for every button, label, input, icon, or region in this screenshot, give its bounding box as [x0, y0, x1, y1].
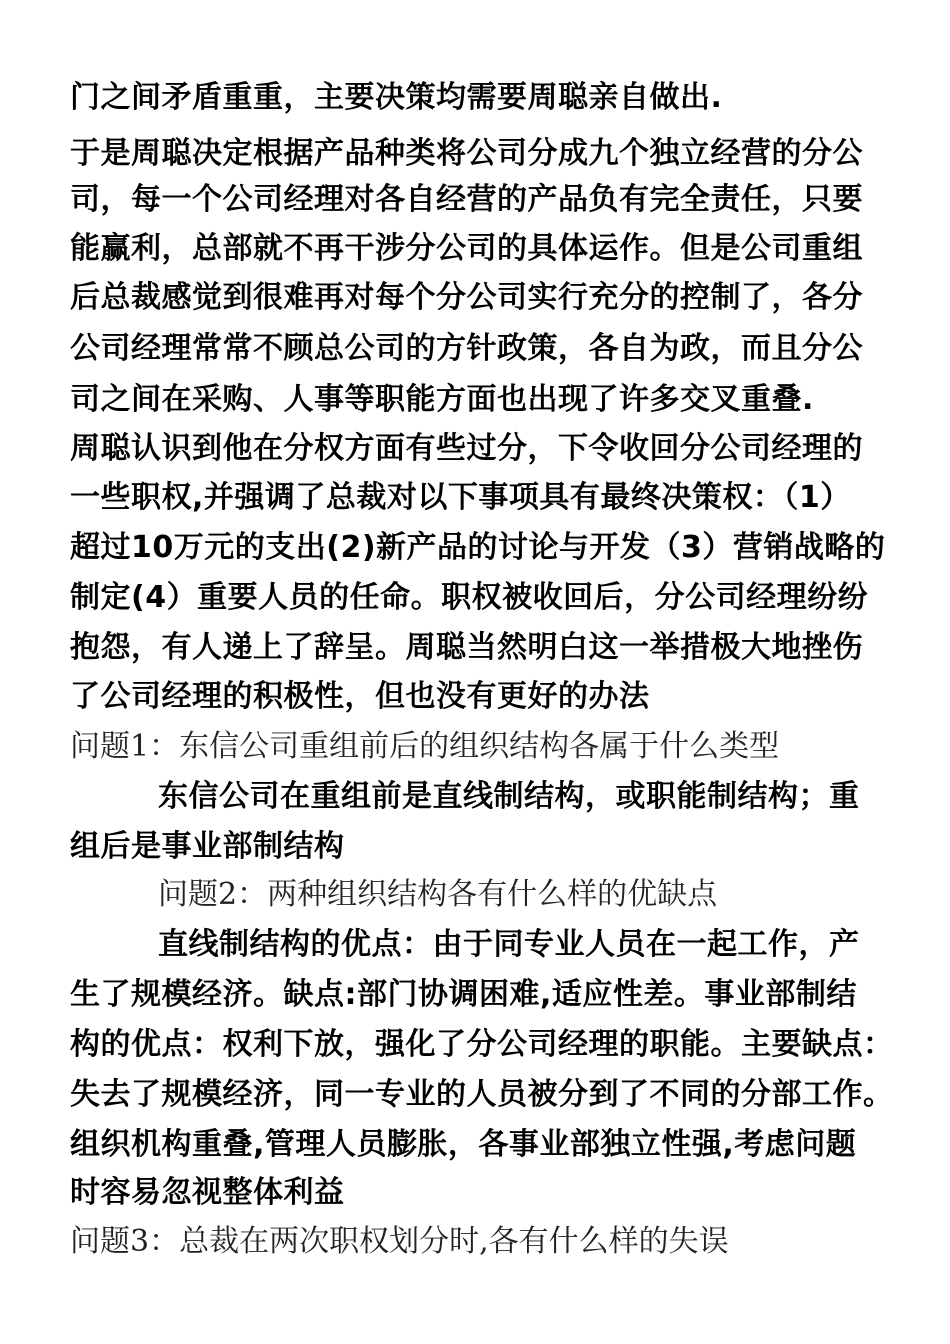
text-line: 后总裁感觉到很难再对每个分公司实行充分的控制了，各分	[70, 280, 863, 315]
answer-line: 直线制结构的优点：由于同专业人员在一起工作，产	[158, 927, 860, 962]
text-line: 超过10万元的支出(2)新产品的讨论与开发（3）营销战略的	[70, 530, 886, 565]
text-line: 公司经理常常不顾总公司的方针政策，各自为政，而且分公	[70, 331, 863, 366]
answer-line: 生了规模经济。缺点:部门协调困难,适应性差。事业部制结	[70, 977, 857, 1012]
text-line: 了公司经理的积极性，但也没有更好的办法	[70, 679, 650, 714]
question-heading: 问题2：两种组织结构各有什么样的优缺点	[158, 877, 718, 912]
answer-line: 东信公司在重组前是直线制结构，或职能制结构；重	[158, 779, 860, 814]
question-heading: 问题1：东信公司重组前后的组织结构各属于什么类型	[70, 729, 780, 764]
answer-line: 构的优点：权利下放，强化了分公司经理的职能。主要缺点：	[70, 1027, 894, 1062]
answer-line: 组后是事业部制结构	[70, 829, 345, 864]
text-line: 制定(4）重要人员的任命。职权被收回后，分公司经理纷纷	[70, 580, 869, 615]
text-line: 于是周聪决定根据产品种类将公司分成九个独立经营的分公	[70, 136, 863, 171]
answer-line: 组织机构重叠,管理人员膨胀，各事业部独立性强,考虑问题	[70, 1127, 857, 1162]
text-line: 周聪认识到他在分权方面有些过分，下令收回分公司经理的	[70, 431, 863, 466]
text-line: 抱怨，有人递上了辞呈。周聪当然明白这一举措极大地挫伤	[70, 630, 863, 665]
answer-line: 失去了规模经济，同一专业的人员被分到了不同的分部工作。	[70, 1077, 894, 1112]
text-line: 一些职权,并强调了总裁对以下事项具有最终决策权：（1）	[70, 480, 851, 515]
text-line: 门之间矛盾重重，主要决策均需要周聪亲自做出.	[70, 80, 723, 115]
answer-line: 时容易忽视整体利益	[70, 1175, 345, 1210]
question-heading: 问题3：总裁在两次职权划分时,各有什么样的失误	[70, 1224, 729, 1259]
text-line: 司之间在采购、人事等职能方面也出现了许多交叉重叠.	[70, 382, 814, 417]
text-line: 能赢利，总部就不再干涉分公司的具体运作。但是公司重组	[70, 231, 863, 266]
text-line: 司，每一个公司经理对各自经营的产品负有完全责任，只要	[70, 182, 863, 217]
